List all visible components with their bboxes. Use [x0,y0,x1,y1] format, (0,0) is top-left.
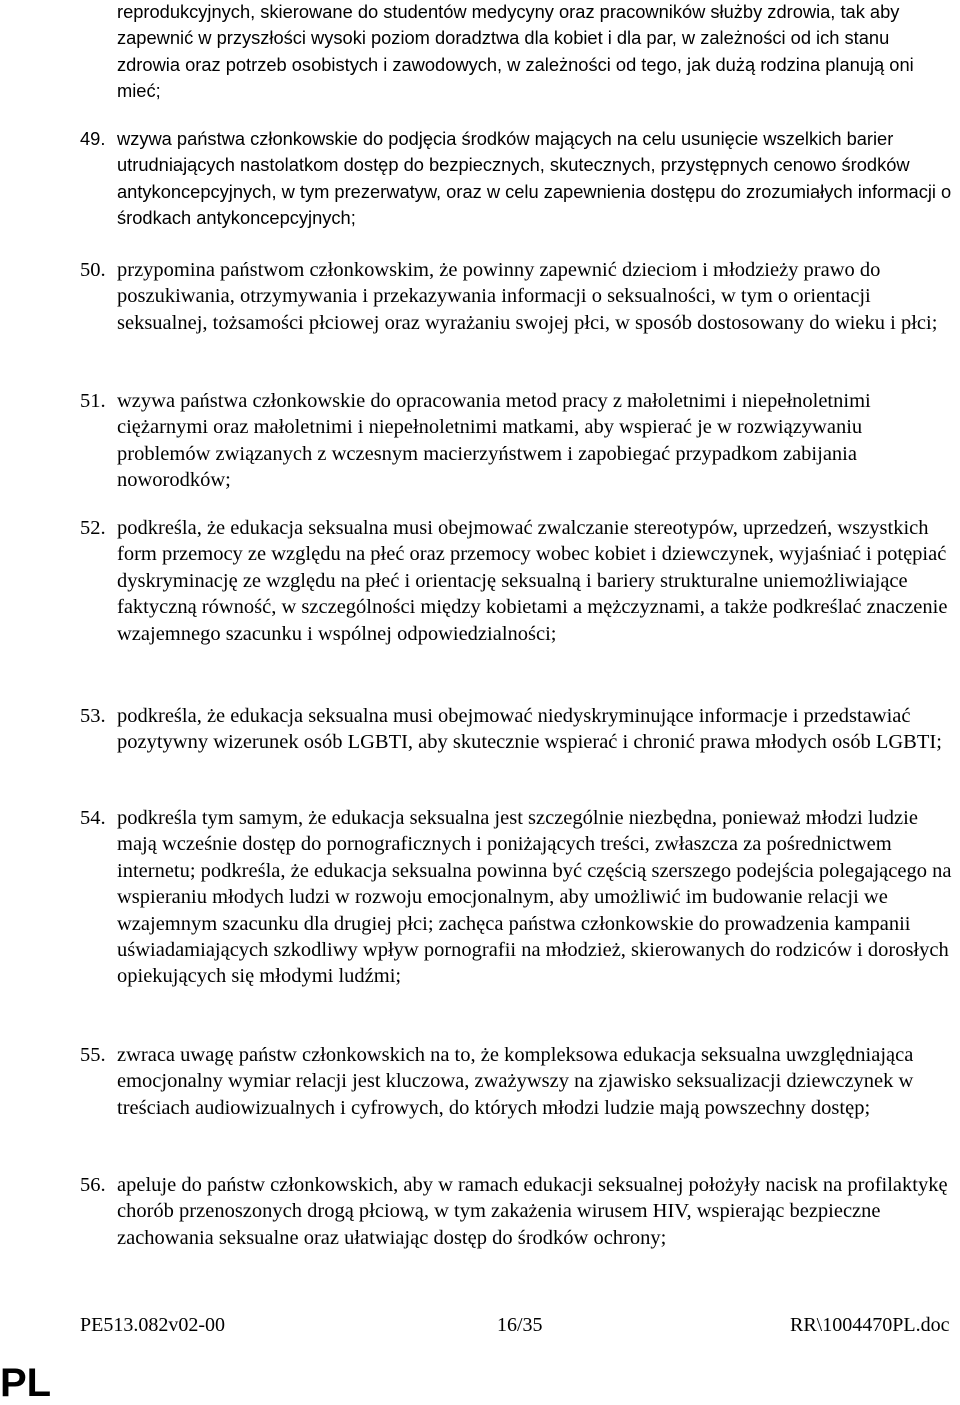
paragraph-number: 51. [80,390,106,412]
paragraph-text: wzywa państwa członkowskie do opracowania metod pracy z małoletnimi i niepełnoletnimi ciężarnymi oraz małoletnimi i niepełnoletnimi matkami, aby wspierać je w rozwiązywaniu problemów związanych z wczesnym macierzyństwem i zapobiegać przypadkom zabijania noworodków; [117,390,871,492]
footer-document-reference: PE513.082v02-00 [80,1314,225,1336]
paragraph-number: 54. [80,807,106,829]
paragraph-text: apeluje do państw członkowskich, aby w ramach edukacji seksualnej położyły nacisk na profilaktykę chorób przenoszonych drogą płciową, w tym zakażenia wirusem HIV, wspierając bezpieczne zachowania seksualne oraz ułatwiając dostęp do środków ochrony; [117,1174,948,1249]
footer-page-number: 16/35 [497,1314,543,1336]
paragraph-continuation [80,0,956,105]
paragraph-55 [80,1042,956,1121]
paragraph-text: podkreśla, że edukacja seksualna musi obejmować zwalczanie stereotypów, uprzedzeń, wszystkich form przemocy ze względu na płeć oraz przemocy wobec kobiet i dziewczynek, wyjaśniać i potępiać dyskryminację ze względu na płeć i orientację seksualną i bariery strukturalne uniemożliwiające faktyczną równość, w szczególności między kobietami a mężczyznami, a także podkreślać znaczenie wzajemnego szacunku i wspólnej odpowiedzialności; [117,517,948,645]
paragraph-49 [80,126,956,232]
paragraph-number: 53. [80,705,106,727]
paragraph-53 [80,703,956,756]
paragraph-50 [80,257,956,336]
paragraph-number: 55. [80,1044,106,1066]
paragraph-text: wzywa państwa członkowskie do podjęcia środków mających na celu usunięcie wszelkich barier utrudniających nastolatkom dostęp do bezpiecznych, skutecznych, przystępnych cenowo środków antykoncepcyjnych, w tym prezerwatyw, oraz w celu zapewnienia dostępu do zrozumiałych informacji o środkach antykoncepcyjnych; [117,128,952,229]
paragraph-54 [80,805,956,990]
footer-file-name: RR\1004470PL.doc [790,1314,950,1336]
paragraph-text: reprodukcyjnych, skierowane do studentów medycyny oraz pracowników służby zdrowia, tak aby zapewnić w przyszłości wysoki poziom doradztwa dla kobiet i dla par, w zależności od ich stanu zdrowia oraz potrzeb osobistych i zawodowych, w zależności od tego, jak dużą rodzina planują oni mieć; [117,1,914,102]
language-code: PL [0,1361,52,1405]
paragraph-text: podkreśla tym samym, że edukacja seksualna jest szczególnie niezbędna, ponieważ młodzi ludzie mają wcześnie dostęp do pornograficznych i poniżających treści, zwłaszcza za pośrednictwem internetu; podkreśla, że edukacja seksualna powinna być częścią szerszego podejścia polegającego na wspieraniu młodych ludzi w rozwoju emocjonalnym, aby umożliwić im budowanie relacji we wzajemnym szacunku dla drugiej płci; zachęca państwa członkowskie do prowadzenia kampanii uświadamiających szkodliwy wpływ pornografii na młodzież, skierowanych do rodziców i dorosłych opiekujących się młodymi ludźmi; [117,807,952,988]
paragraph-text: podkreśla, że edukacja seksualna musi obejmować niedyskryminujące informacje i przedstawiać pozytywny wizerunek osób LGBTI, aby skutecznie wspierać i chronić prawa młodych osób LGBTI; [117,705,942,754]
paragraph-51 [80,388,956,494]
paragraph-number: 56. [80,1174,106,1196]
paragraph-text: zwraca uwagę państw członkowskich na to, że kompleksowa edukacja seksualna uwzględniająca emocjonalny wymiar relacji jest kluczowa, zważywszy na zjawisko seksualizacji dziewczynek w treściach audiowizualnych i cyfrowych, do których młodzi ludzie mają powszechny dostęp; [117,1044,914,1119]
paragraph-text: przypomina państwom członkowskim, że powinny zapewnić dzieciom i młodzieży prawo do poszukiwania, otrzymywania i przekazywania informacji o seksualności, w tym o orientacji seksualnej, tożsamości płciowej oraz wyrażaniu swojej płci, w sposób dostosowany do wieku i płci; [117,259,938,334]
paragraph-number: 50. [80,259,106,281]
paragraph-number: 52. [80,517,106,539]
paragraph-52 [80,515,956,647]
paragraph-number: 49. [80,128,106,149]
paragraph-56 [80,1172,956,1251]
